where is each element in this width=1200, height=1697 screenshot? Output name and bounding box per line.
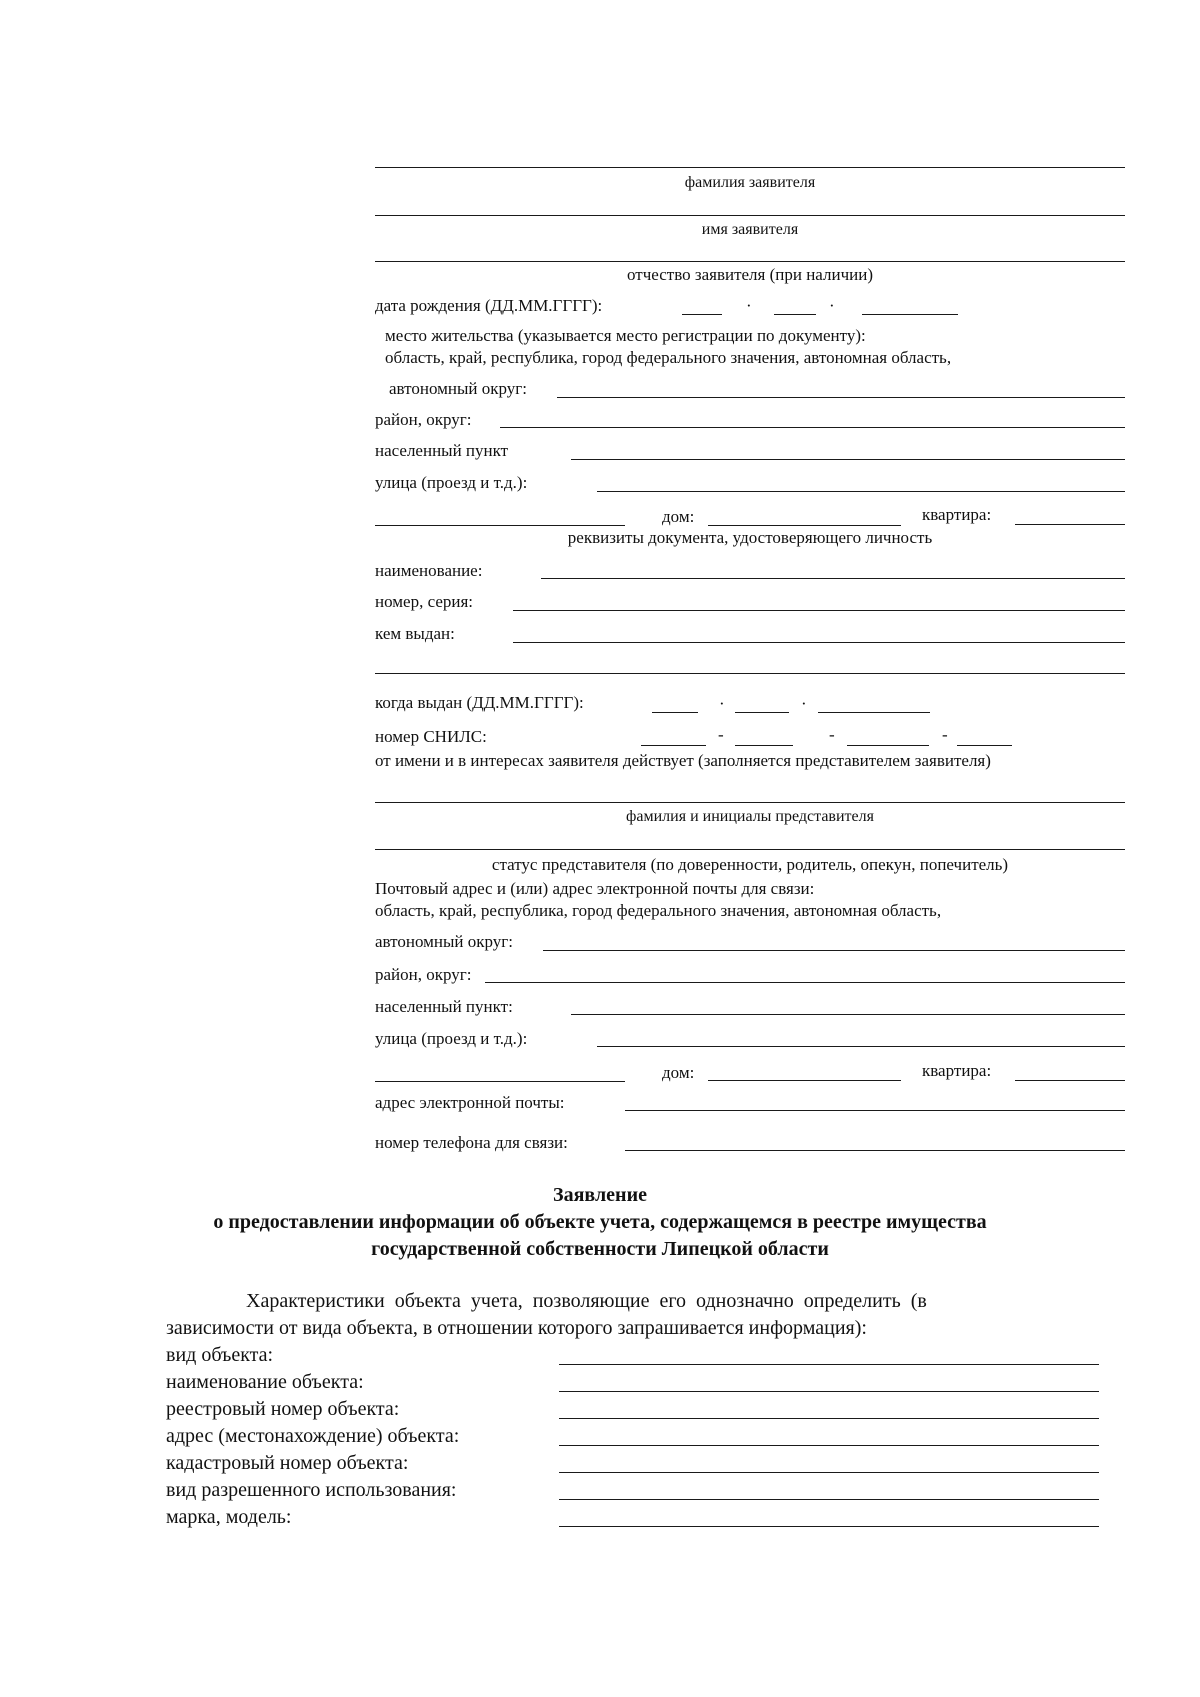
- apartment-label: квартира:: [922, 505, 992, 524]
- snils-part4-field[interactable]: [957, 745, 1012, 746]
- contact-locality-field[interactable]: [571, 1014, 1125, 1015]
- statement-intro-line2: зависимости от вида объекта, в отношении которого запрашивается информация):: [166, 1317, 867, 1339]
- surname-field[interactable]: [375, 167, 1125, 168]
- locality-label: населенный пункт: [375, 441, 509, 460]
- patronymic-caption: отчество заявителя (при наличии): [627, 265, 873, 284]
- contact-house-label: дом:: [662, 1063, 695, 1082]
- house-label: дом:: [662, 507, 695, 526]
- autonomous-okrug-field[interactable]: [557, 397, 1125, 398]
- contact-locality-label: населенный пункт:: [375, 997, 513, 1016]
- issued-by-continuation-field[interactable]: [375, 673, 1125, 674]
- contact-street-label: улица (проезд и т.д.):: [375, 1029, 528, 1048]
- permitted-use-field[interactable]: [559, 1499, 1099, 1500]
- apartment-field[interactable]: [1015, 524, 1125, 525]
- object-type-label: вид объекта:: [166, 1344, 274, 1366]
- permitted-use-label: вид разрешенного использования:: [166, 1479, 457, 1501]
- object-address-label: адрес (местонахождение) объекта:: [166, 1425, 460, 1447]
- contact-autonomous-okrug-label: автономный округ:: [375, 932, 513, 951]
- contact-apartment-label: квартира:: [922, 1061, 992, 1080]
- representative-name-field[interactable]: [375, 802, 1125, 803]
- brand-model-field[interactable]: [559, 1526, 1099, 1527]
- contact-street-field[interactable]: [597, 1046, 1125, 1047]
- issue-day-field[interactable]: [652, 712, 698, 713]
- snils-part1-field[interactable]: [641, 745, 706, 746]
- contact-autonomous-okrug-field[interactable]: [543, 950, 1125, 951]
- date-separator-dot: ·: [801, 694, 807, 713]
- residence-intro: место жительства (указывается место регистрации по документу):: [385, 326, 866, 345]
- object-name-field[interactable]: [559, 1391, 1099, 1392]
- street-continuation-field[interactable]: [375, 525, 625, 526]
- district-label: район, округ:: [375, 410, 472, 429]
- contact-region-line: область, край, республика, город федерального значения, автономная область,: [375, 901, 942, 920]
- snils-dash: -: [718, 725, 724, 744]
- registry-number-field[interactable]: [559, 1418, 1099, 1419]
- number-series-field[interactable]: [513, 610, 1125, 611]
- object-address-field[interactable]: [559, 1445, 1099, 1446]
- street-label: улица (проезд и т.д.):: [375, 473, 528, 492]
- statement-title: Заявление: [553, 1184, 647, 1206]
- issue-year-field[interactable]: [818, 712, 930, 713]
- date-separator-dot: ·: [746, 296, 752, 315]
- contact-apartment-field[interactable]: [1015, 1080, 1125, 1081]
- brand-model-label: марка, модель:: [166, 1506, 292, 1528]
- autonomous-okrug-label: автономный округ:: [389, 379, 527, 398]
- snils-part3-field[interactable]: [847, 745, 929, 746]
- contact-house-field[interactable]: [708, 1080, 901, 1081]
- contact-district-field[interactable]: [485, 982, 1125, 983]
- contact-intro: Почтовый адрес и (или) адрес электронной почты для связи:: [375, 879, 815, 898]
- birth-month-field[interactable]: [774, 314, 816, 315]
- contact-street-continuation-field[interactable]: [375, 1081, 625, 1082]
- phone-label: номер телефона для связи:: [375, 1133, 568, 1152]
- locality-field[interactable]: [571, 459, 1125, 460]
- representative-intro: от имени и в интересах заявителя действует (заполняется представителем заявителя): [375, 751, 991, 770]
- patronymic-field[interactable]: [375, 261, 1125, 262]
- name-field[interactable]: [375, 215, 1125, 216]
- email-label: адрес электронной почты:: [375, 1093, 565, 1112]
- statement-subtitle-line2: государственной собственности Липецкой области: [371, 1238, 829, 1260]
- statement-intro-line1: Характеристики объекта учета, позволяющие его однозначно определить (в: [246, 1290, 927, 1312]
- document-name-field[interactable]: [541, 578, 1125, 579]
- snils-dash: -: [829, 725, 835, 744]
- snils-dash: -: [942, 725, 948, 744]
- representative-status-field[interactable]: [375, 849, 1125, 850]
- cadastral-number-field[interactable]: [559, 1472, 1099, 1473]
- surname-caption: фамилия заявителя: [684, 174, 816, 191]
- street-field[interactable]: [597, 491, 1125, 492]
- object-type-field[interactable]: [559, 1364, 1099, 1365]
- issue-date-label: когда выдан (ДД.ММ.ГГГГ):: [375, 693, 584, 712]
- phone-field[interactable]: [625, 1150, 1125, 1151]
- snils-label: номер СНИЛС:: [375, 727, 487, 746]
- issued-by-field[interactable]: [513, 642, 1125, 643]
- date-separator-dot: ·: [719, 694, 725, 713]
- residence-region-line: область, край, республика, город федерального значения, автономная область,: [385, 348, 952, 367]
- snils-part2-field[interactable]: [735, 745, 793, 746]
- document-name-label: наименование:: [375, 561, 483, 580]
- issue-month-field[interactable]: [735, 712, 789, 713]
- email-field[interactable]: [625, 1110, 1125, 1111]
- birth-year-field[interactable]: [862, 314, 958, 315]
- name-caption: имя заявителя: [701, 221, 799, 238]
- cadastral-number-label: кадастровый номер объекта:: [166, 1452, 409, 1474]
- district-field[interactable]: [500, 427, 1125, 428]
- birth-date-label: дата рождения (ДД.ММ.ГГГГ):: [375, 296, 603, 315]
- contact-district-label: район, округ:: [375, 965, 472, 984]
- date-separator-dot: ·: [829, 296, 835, 315]
- birth-day-field[interactable]: [682, 314, 722, 315]
- house-field[interactable]: [708, 525, 901, 526]
- identity-document-caption: реквизиты документа, удостоверяющего личность: [567, 528, 933, 547]
- number-series-label: номер, серия:: [375, 592, 474, 611]
- registry-number-label: реестровый номер объекта:: [166, 1398, 400, 1420]
- statement-subtitle-line1: о предоставлении информации об объекте учета, содержащемся в реестре имущества: [213, 1211, 987, 1233]
- object-name-label: наименование объекта:: [166, 1371, 364, 1393]
- representative-name-caption: фамилия и инициалы представителя: [626, 808, 874, 825]
- issued-by-label: кем выдан:: [375, 624, 455, 643]
- representative-status-caption: статус представителя (по доверенности, родитель, опекун, попечитель): [491, 855, 1009, 874]
